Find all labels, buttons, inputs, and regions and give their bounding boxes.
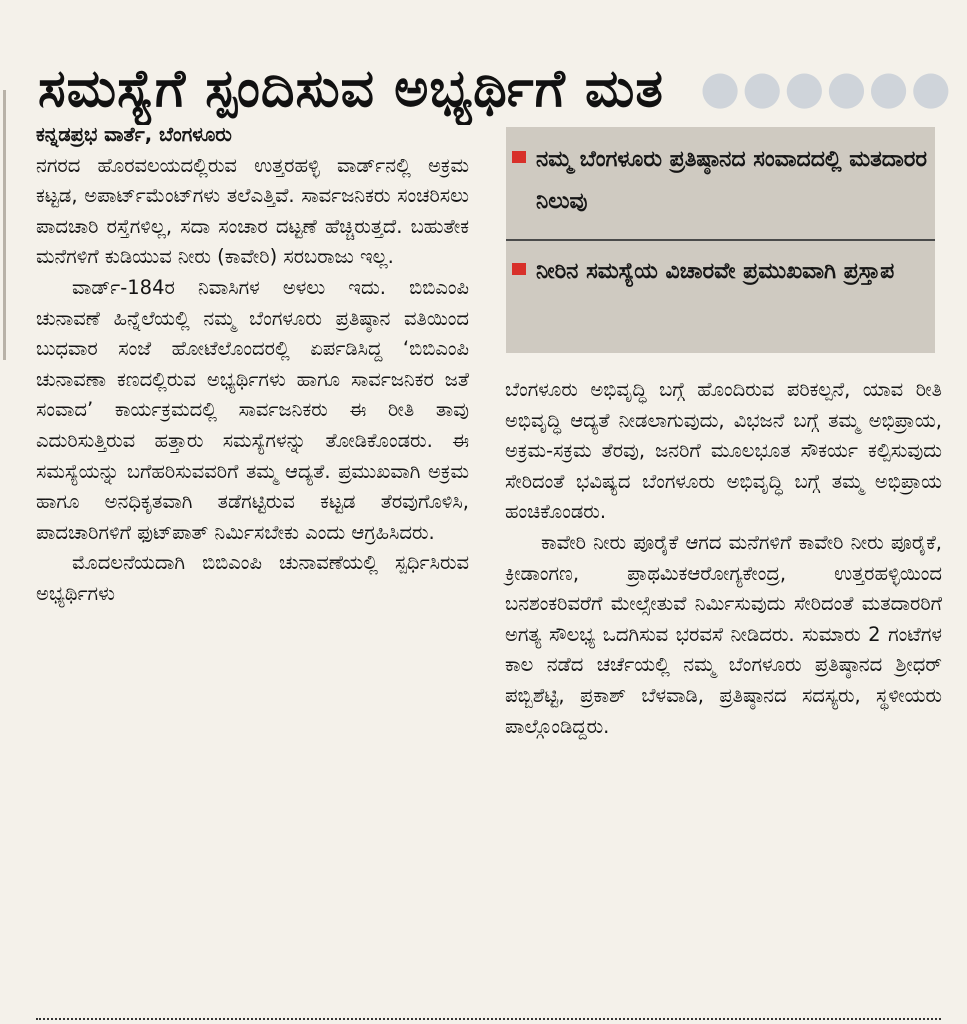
byline: ಕನ್ನಡಪ್ರಭ ವಾರ್ತೆ, ಬೆಂಗಳೂರು (36, 123, 232, 146)
bottom-dotted-rule (36, 1018, 941, 1020)
bleed-through-decoration: ●●●●●● (700, 60, 953, 114)
paragraph-1: ನಗರದ ಹೊರವಲಯದಲ್ಲಿರುವ ಉತ್ತರಹಳ್ಳಿ ವಾರ್ಡ್‌ನಲ್ಲಿ ಅಕ್ರಮ ಕಟ್ಟಡ, ಅಪಾರ್ಟ್‌ಮೆಂಟ್‌ಗಳು ತಲೆಎತ್ತಿವೆ. ಸಾರ್ವಜನಿಕರು ಸಂಚರಿಸಲು ಪಾದಚಾರಿ ರಸ್ತೆಗಳಿಲ್ಲ, ಸದಾ ಸಂಚಾರ ದಟ್ಟಣೆ ಹೆಚ್ಚಿರುತ್ತದೆ. ಬಹುತೇಕ ಮನೆಗಳಿಗೆ ಕುಡಿಯುವ ನೀರು (ಕಾವೇರಿ) ಸರಬರಾಜು ಇಲ್ಲ. (36, 153, 469, 269)
red-square-bullet-icon (512, 263, 526, 275)
headline: ಸಮಸ್ಯೆಗೆ ಸ್ಪಂದಿಸುವ ಅಭ್ಯರ್ಥಿಗೆ ಮತ (38, 58, 664, 119)
article-column-left (36, 120, 469, 610)
red-square-bullet-icon (512, 151, 526, 163)
paragraph-5: ಕಾವೇರಿ ನೀರು ಪೂರೈಕೆ ಆಗದ ಮನೆಗಳಿಗೆ ಕಾವೇರಿ ನೀರು ಪೂರೈಕೆ, ಕ್ರೀಡಾಂಗಣ, ಪ್ರಾಥಮಿಕಆರೋಗ್ಯಕೇಂದ್ರ, ಉತ್ತರಹಳ್ಳಿಯಿಂದ ಬನಶಂಕರಿವರೆಗೆ ಮೇಲ್ಸೇತುವೆ ನಿರ್ಮಿಸುವುದು ಸೇರಿದಂತೆ ಮತದಾರರಿಗೆ ಅಗತ್ಯ ಸೌಲಭ್ಯ ಒದಗಿಸುವ ಭರವಸೆ ನೀಡಿದರು. ಸುಮಾರು 2 ಗಂಟೆಗಳ ಕಾಲ ನಡೆದ ಚರ್ಚೆಯಲ್ಲಿ ನಮ್ಮ ಬೆಂಗಳೂರು ಪ್ರತಿಷ್ಠಾನದ ಶ್ರೀಧರ್ ಪಬ್ಬಿಶೆಟ್ಟಿ, ಪ್ರಕಾಶ್ ಬೆಳವಾಡಿ, ಪ್ರತಿಷ್ಠಾನದ ಸದಸ್ಯರು, ಸ್ಥಳೀಯರು ಪಾಲ್ಗೊಂಡಿದ್ದರು. (505, 530, 942, 738)
article-column-right (505, 375, 942, 742)
paragraph-4: ಬೆಂಗಳೂರು ಅಭಿವೃದ್ಧಿ ಬಗ್ಗೆ ಹೊಂದಿರುವ ಪರಿಕಲ್ಪನೆ, ಯಾವ ರೀತಿ ಅಭಿವೃದ್ಧಿ ಆದ್ಯತೆ ನೀಡಲಾಗುವುದು, ವಿಭಜನೆ ಬಗ್ಗೆ ತಮ್ಮ ಅಭಿಪ್ರಾಯ, ಅಕ್ರಮ-ಸಕ್ರಮ ತೆರವು, ಜನರಿಗೆ ಮೂಲಭೂತ ಸೌಕರ್ಯ ಕಲ್ಪಿಸುವುದು ಸೇರಿದಂತೆ ಭವಿಷ್ಯದ ಬೆಂಗಳೂರು ಅಭಿವೃದ್ಧಿ ಬಗ್ಗೆ ತಮ್ಮ ಅಭಿಪ್ರಾಯ ಹಂಚಿಕೊಂಡರು. (505, 378, 942, 524)
highlights-box (506, 127, 935, 353)
highlight-divider (506, 239, 935, 241)
highlight-text: ನಮ್ಮ ಬೆಂಗಳೂರು ಪ್ರತಿಷ್ಠಾನದ ಸಂವಾದದಲ್ಲಿ ಮತದಾರರ ನಿಲುವು (536, 147, 928, 214)
highlight-text: ನೀರಿನ ಸಮಸ್ಯೆಯ ವಿಚಾರವೇ ಪ್ರಮುಖವಾಗಿ ಪ್ರಸ್ತಾಪ (536, 259, 895, 284)
paragraph-2: ವಾರ್ಡ್-184ರ ನಿವಾಸಿಗಳ ಅಳಲು ಇದು. ಬಿಬಿಎಂಪಿ ಚುನಾವಣೆ ಹಿನ್ನೆಲೆಯಲ್ಲಿ ನಮ್ಮ ಬೆಂಗಳೂರು ಪ್ರತಿಷ್ಠಾನ ವತಿಯಿಂದ ಬುಧವಾರ ಸಂಜೆ ಹೋಟೆಲೊಂದರಲ್ಲಿ ಏರ್ಪಡಿಸಿದ್ದ ‘ಬಿಬಿಎಂಪಿ ಚುನಾವಣಾ ಕಣದಲ್ಲಿರುವ ಅಭ್ಯರ್ಥಿಗಳು ಹಾಗೂ ಸಾರ್ವಜನಿಕರ ಜತೆ ಸಂವಾದ’ ಕಾರ್ಯಕ್ರಮದಲ್ಲಿ ಸಾರ್ವಜನಿಕರು ಈ ರೀತಿ ತಾವು ಎದುರಿಸುತ್ತಿರುವ ಹತ್ತಾರು ಸಮಸ್ಯೆಗಳನ್ನು ತೋಡಿಕೊಂಡರು. ಈ ಸಮಸ್ಯೆಯನ್ನು ಬಗೆಹರಿಸುವವರಿಗೆ ತಮ್ಮ ಆದ್ಯತೆ. ಪ್ರಮುಖವಾಗಿ ಅಕ್ರಮ ಹಾಗೂ ಅನಧಿಕೃತವಾಗಿ ತಡೆಗಟ್ಟಿರುವ ಕಟ್ಟಡ ತೆರವುಗೊಳಿಸಿ, ಪಾದಚಾರಿಗಳಿಗೆ ಫುಟ್‌ಪಾತ್ ನಿರ್ಮಿಸಬೇಕು ಎಂದು ಆಗ್ರಹಿಸಿದರು. (36, 275, 469, 544)
left-margin-rule (3, 90, 6, 360)
paragraph-3: ಮೊದಲನೆಯದಾಗಿ ಬಿಬಿಎಂಪಿ ಚುನಾವಣೆಯಲ್ಲಿ ಸ್ಪರ್ಧಿಸಿರುವ ಅಭ್ಯರ್ಥಿಗಳು (36, 551, 469, 605)
